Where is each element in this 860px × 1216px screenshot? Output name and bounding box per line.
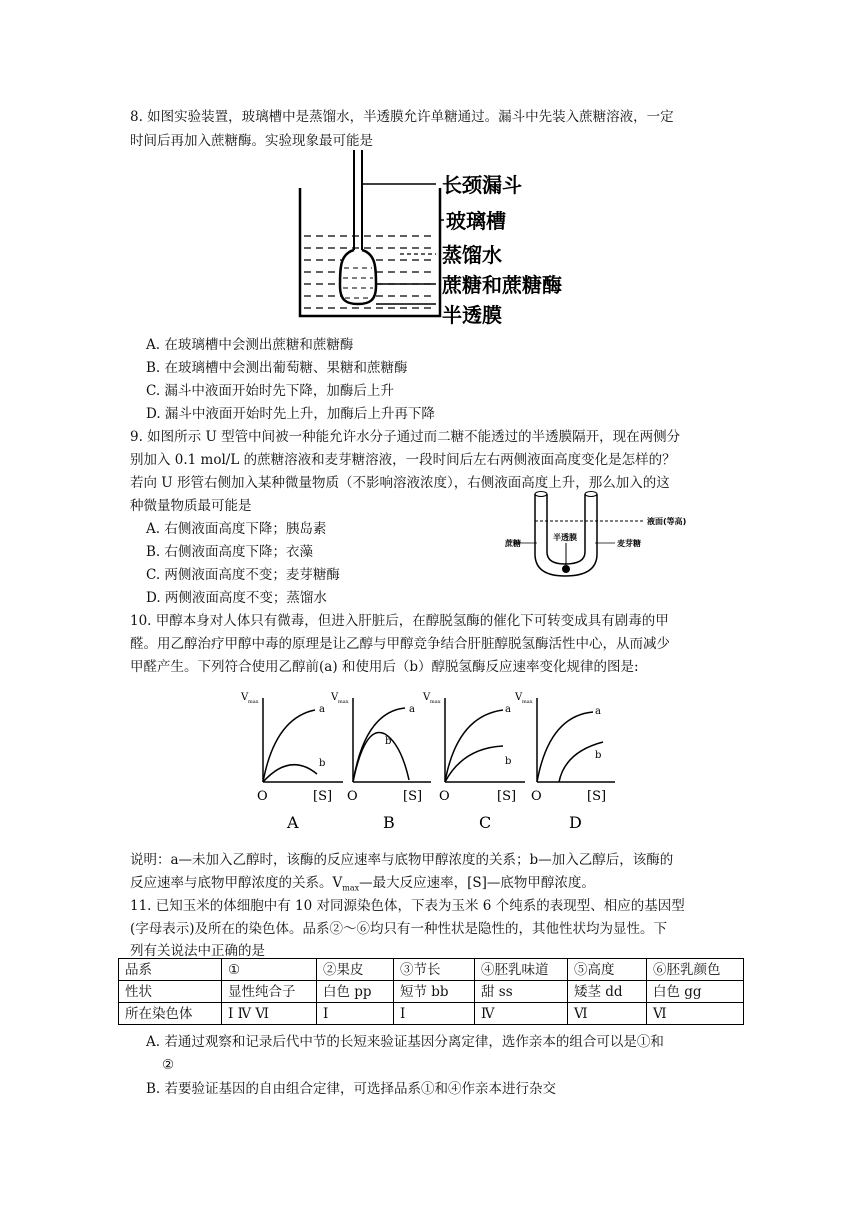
- svg-text:max: max: [430, 699, 441, 705]
- table-cell: 性状: [119, 981, 222, 1003]
- table-cell: 品系: [119, 959, 222, 981]
- maize-strain-table: [118, 958, 744, 1025]
- q9-option-a: A. 右侧液面高度下降；胰岛素: [146, 521, 327, 537]
- q8-option-d: D. 漏斗中液面开始时先上升，加酶后上升再下降: [146, 406, 435, 422]
- solution-label: 蔗糖和蔗糖酶: [442, 273, 562, 297]
- q9-stem-line2: 别加入 0.1 mol/L 的蔗糖溶液和麦芽糖溶液，一段时间后左右两侧液面高度变化是怎样的？: [130, 452, 676, 468]
- trough-label: 玻璃槽: [446, 209, 506, 233]
- graph-panel-c: [422, 692, 525, 832]
- q9-stem-line3: 若向 U 形管右侧加入某种微量物质（不影响溶液浓度），右侧液面高度上升，那么加入的这: [130, 475, 670, 491]
- svg-text:max: max: [338, 699, 349, 705]
- panel-label-b: B: [383, 813, 395, 832]
- svg-text:V: V: [331, 692, 339, 703]
- membrane-label: 半透膜: [553, 533, 577, 542]
- svg-text:O: O: [347, 789, 358, 804]
- table-cell: ①: [222, 959, 317, 981]
- table-cell: Ⅵ: [647, 1003, 744, 1025]
- q11-stem-line3: 列有关说法中正确的是: [130, 943, 265, 959]
- q10-stem-line1: 10. 甲醇本身对人体只有微毒，但进入肝脏后，在醇脱氢酶的催化下可转变成具有剧毒的甲: [130, 613, 669, 629]
- table-cell: 白色 gg: [647, 981, 744, 1003]
- table-row: [119, 981, 744, 1003]
- table-cell: 所在染色体: [119, 1003, 222, 1025]
- q9-stem-line4: 种微量物质最可能是: [130, 498, 252, 514]
- svg-text:a: a: [319, 704, 325, 715]
- svg-text:[S]: [S]: [587, 789, 607, 804]
- water-label: 蒸馏水: [442, 243, 502, 267]
- q9-stem-line1: 9. 如图所示 U 型管中间被一种能允许水分子通过而二糖不能透过的半透膜隔开，现在两侧分: [130, 429, 681, 445]
- q11-stem-line1: 11. 已知玉米的体细胞中有 10 对同源染色体，下表为玉米 6 个纯系的表现型、相应的基因型: [130, 898, 685, 914]
- svg-text:V: V: [515, 692, 523, 703]
- svg-text:[S]: [S]: [403, 789, 423, 804]
- svg-text:O: O: [531, 789, 542, 804]
- svg-text:max: max: [248, 699, 259, 705]
- q8-stem-line2: 时间后再加入蔗糖酶。实验现象最可能是: [130, 133, 373, 149]
- table-cell: Ⅰ Ⅳ Ⅵ: [222, 1003, 317, 1025]
- q11-stem-line2: (字母表示)及所在的染色体。品系②～⑥均只有一种性状是隐性的，其他性状均为显性。下: [130, 921, 668, 937]
- q10-note-line1: 说明：a—未加入乙醇时，该酶的反应速率与底物甲醇浓度的关系；b—加入乙醇后，该酶的: [130, 852, 674, 868]
- table-row: [119, 1003, 744, 1025]
- svg-text:O: O: [257, 789, 268, 804]
- u-tube-figure: [505, 488, 715, 580]
- q9-option-d: D. 两侧液面高度不变；蒸馏水: [146, 590, 327, 606]
- panel-label-a: A: [287, 813, 299, 832]
- q9-option-c: C. 两侧液面高度不变；麦芽糖酶: [146, 567, 340, 583]
- graph-panel-a: [240, 692, 343, 832]
- svg-text:a: a: [505, 704, 511, 715]
- svg-text:b: b: [505, 756, 512, 767]
- svg-text:b: b: [319, 758, 326, 769]
- panel-label-d: D: [569, 813, 582, 832]
- q11-option-b: B. 若要验证基因的自由组合定律，可选择品系①和④作亲本进行杂交: [146, 1081, 557, 1097]
- q8-option-a: A. 在玻璃槽中会测出蔗糖和蔗糖酶: [146, 337, 354, 353]
- table-cell: 矮茎 dd: [568, 981, 647, 1003]
- osmosis-apparatus-figure: [290, 150, 590, 332]
- funnel-label: 长颈漏斗: [442, 173, 522, 197]
- maltose-label: 麦芽糖: [617, 539, 641, 548]
- table-cell: Ⅳ: [475, 1003, 568, 1025]
- table-cell: 短节 bb: [394, 981, 475, 1003]
- graph-panel-d: [514, 692, 615, 832]
- svg-text:O: O: [439, 789, 450, 804]
- table-cell: 白色 pp: [317, 981, 394, 1003]
- svg-text:[S]: [S]: [313, 789, 333, 804]
- svg-text:max: max: [522, 699, 533, 705]
- table-cell: Ⅰ: [317, 1003, 394, 1025]
- graph-panel-b: [330, 692, 431, 832]
- svg-text:V: V: [423, 692, 431, 703]
- q10-stem-line2: 醛。用乙醇治疗甲醇中毒的原理是让乙醇与甲醇竞争结合肝脏醇脱氢酶活性中心，从而减少: [130, 636, 670, 652]
- table-cell: ⑤高度: [568, 959, 647, 981]
- svg-text:[S]: [S]: [497, 789, 517, 804]
- q8-option-b: B. 在玻璃槽中会测出葡萄糖、果糖和蔗糖酶: [146, 360, 408, 376]
- liquid-level-label: 液面(等高): [647, 517, 687, 526]
- svg-text:a: a: [595, 706, 601, 717]
- enzyme-rate-graphs: [235, 682, 625, 838]
- table-cell: 显性纯合子: [222, 981, 317, 1003]
- table-cell: ④胚乳味道: [475, 959, 568, 981]
- q11-option-a-line2: ②: [162, 1057, 175, 1073]
- table-cell: ②果皮: [317, 959, 394, 981]
- q10-note-line2: 反应速率与底物甲醇浓度的关系。$V_{max}—$最大反应速率，[S]—底物甲醇浓度。: [130, 875, 595, 893]
- q9-option-b: B. 右侧液面高度下降；衣藻: [146, 544, 314, 560]
- svg-text:a: a: [409, 704, 415, 715]
- q8-option-c: C. 漏斗中液面开始时先下降，加酶后上升: [146, 383, 394, 399]
- q8-stem-line1: 8. 如图实验装置，玻璃槽中是蒸馏水，半透膜允许单糖通过。漏斗中先装入蔗糖溶液，一定: [130, 109, 674, 125]
- membrane-label: 半透膜: [442, 303, 502, 327]
- table-cell: 甜 ss: [475, 981, 568, 1003]
- table-cell: ⑥胚乳颜色: [647, 959, 744, 981]
- svg-text:b: b: [385, 736, 392, 747]
- table-cell: ③节长: [394, 959, 475, 981]
- table-row: [119, 959, 744, 981]
- table-cell: Ⅰ: [394, 1003, 475, 1025]
- q10-stem-line3: 甲醛产生。下列符合使用乙醇前(a) 和使用后（b）醇脱氢酶反应速率变化规律的图是:: [130, 659, 639, 675]
- y-axis-label: V: [241, 692, 249, 703]
- sucrose-label: 蔗糖: [505, 539, 521, 548]
- table-cell: Ⅵ: [568, 1003, 647, 1025]
- svg-text:b: b: [595, 750, 602, 761]
- q11-option-a-line1: A. 若通过观察和记录后代中节的长短来验证基因分离定律，选作亲本的组合可以是①和: [146, 1034, 664, 1050]
- panel-label-c: C: [479, 813, 492, 832]
